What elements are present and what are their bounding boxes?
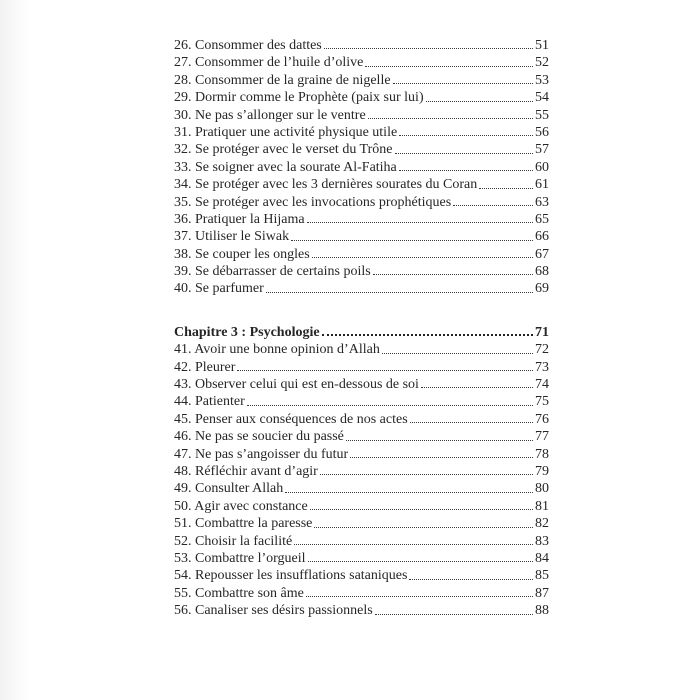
- toc-entry-page: 81: [535, 498, 549, 514]
- toc-entry-label: 43. Observer celui qui est en-dessous de soi: [174, 377, 419, 393]
- dot-leader: [291, 240, 533, 241]
- dot-leader: [399, 135, 533, 136]
- toc-entry-page: 79: [535, 463, 549, 479]
- toc-entry-page: 82: [535, 516, 549, 532]
- dot-leader: [266, 292, 533, 293]
- toc-entry-label: 32. Se protéger avec le verset du Trône: [174, 142, 393, 158]
- toc-entry-label: 30. Ne pas s’allonger sur le ventre: [174, 107, 366, 123]
- toc-entry-label: 46. Ne pas se soucier du passé: [174, 429, 344, 445]
- toc-entry-label: 55. Combattre son âme: [174, 585, 304, 601]
- toc-entry: [174, 89, 549, 106]
- toc-entry-page: 57: [535, 142, 549, 158]
- dot-leader: [409, 579, 533, 580]
- dot-leader: [399, 170, 533, 171]
- dot-leader: [237, 370, 533, 371]
- toc-entry: [174, 498, 549, 515]
- dot-leader: [307, 222, 533, 223]
- toc-entry: [174, 446, 549, 463]
- toc-entry-page: 75: [535, 394, 549, 410]
- toc-entry: [174, 280, 549, 297]
- toc-entry: [174, 72, 549, 89]
- dot-leader: [320, 474, 533, 475]
- section-spacer: [174, 298, 549, 324]
- toc-entry-label: 51. Combattre la paresse: [174, 516, 313, 532]
- dot-leader: [395, 153, 534, 154]
- toc-entry: [174, 194, 549, 211]
- dot-leader: [285, 492, 533, 493]
- dot-leader: [322, 334, 533, 336]
- toc-entry-label: 29. Dormir comme le Prophète (paix sur lui): [174, 90, 424, 106]
- toc-entry: [174, 411, 549, 428]
- toc-entry-page: 69: [535, 281, 549, 297]
- toc-entry: [174, 263, 549, 280]
- toc-entry-label: 49. Consulter Allah: [174, 481, 284, 497]
- toc-entry: [174, 228, 549, 245]
- toc-entry-page: 68: [535, 264, 549, 280]
- toc-entry-page: 65: [535, 211, 549, 227]
- dot-leader: [365, 66, 533, 67]
- toc-entry-page: 63: [535, 194, 549, 210]
- toc-entry-page: 72: [535, 342, 549, 358]
- toc-entry: [174, 141, 549, 158]
- toc-entry-label: 54. Repousser les insufflations sataniques: [174, 568, 408, 584]
- toc-entry: [174, 480, 549, 497]
- toc-entry: [174, 107, 549, 124]
- toc-entry-label: 34. Se protéger avec les 3 dernières sourates du Coran: [174, 177, 478, 193]
- dot-leader: [324, 48, 533, 49]
- toc-entry-label: 53. Combattre l’orgueil: [174, 550, 306, 566]
- toc-entry-page: 83: [535, 533, 549, 549]
- toc-entry-page: 56: [535, 124, 549, 140]
- toc-entry-page: 80: [535, 481, 549, 497]
- toc-entry-page: 73: [535, 359, 549, 375]
- toc-entry: [174, 341, 549, 358]
- toc-entry-page: 77: [535, 429, 549, 445]
- toc-entry-page: 67: [535, 246, 549, 262]
- toc-entry-label: 52. Choisir la facilité: [174, 533, 293, 549]
- toc-entry: [174, 428, 549, 445]
- dot-leader: [346, 440, 533, 441]
- toc-entry: [174, 359, 549, 376]
- toc-entry-label: 40. Se parfumer: [174, 281, 264, 297]
- toc-entry-page: 51: [535, 37, 549, 53]
- toc-entry-label: 36. Pratiquer la Hijama: [174, 211, 305, 227]
- toc-entry-page: 61: [535, 177, 549, 193]
- dot-leader: [382, 353, 533, 354]
- toc-entry-label: 35. Se protéger avec les invocations prophétiques: [174, 194, 452, 210]
- dot-leader: [393, 83, 533, 84]
- toc-entry-label: 41. Avoir une bonne opinion d’Allah: [174, 342, 380, 358]
- chapter-page: 71: [535, 324, 549, 340]
- dot-leader: [294, 544, 533, 545]
- dot-leader: [368, 118, 533, 119]
- toc-entry: [174, 376, 549, 393]
- toc-entry-page: 87: [535, 585, 549, 601]
- toc-entry-page: 53: [535, 72, 549, 88]
- toc-entry: [174, 246, 549, 263]
- toc-entry: [174, 550, 549, 567]
- toc-entry: [174, 176, 549, 193]
- toc-entry-label: 45. Penser aux conséquences de nos actes: [174, 411, 408, 427]
- toc-entry-label: 48. Réfléchir avant d’agir: [174, 463, 318, 479]
- toc-entry-page: 78: [535, 446, 549, 462]
- toc-entry-page: 60: [535, 159, 549, 175]
- toc-entry: [174, 211, 549, 228]
- toc-entry-page: 85: [535, 568, 549, 584]
- toc-entry: [174, 533, 549, 550]
- toc-entry: [174, 585, 549, 602]
- toc-entry: [174, 37, 549, 54]
- toc-section-a: [174, 37, 549, 298]
- toc-entry-page: 66: [535, 229, 549, 245]
- toc-entry: [174, 567, 549, 584]
- dot-leader: [421, 387, 533, 388]
- table-of-contents: [174, 37, 549, 620]
- page-fold-shadow: [0, 0, 30, 700]
- chapter-heading: [174, 324, 549, 341]
- dot-leader: [453, 205, 533, 206]
- toc-entry: [174, 54, 549, 71]
- toc-entry-page: 55: [535, 107, 549, 123]
- toc-entry-label: 47. Ne pas s’angoisser du futur: [174, 446, 349, 462]
- toc-entry: [174, 159, 549, 176]
- toc-entry-page: 84: [535, 550, 549, 566]
- dot-leader: [375, 614, 533, 615]
- toc-chapter-3: [174, 341, 549, 619]
- chapter-title: Chapitre 3 : Psychologie: [174, 324, 320, 340]
- dot-leader: [479, 188, 533, 189]
- dot-leader: [312, 257, 533, 258]
- toc-entry-label: 31. Pratiquer une activité physique utile: [174, 124, 398, 140]
- dot-leader: [308, 561, 533, 562]
- dot-leader: [306, 596, 533, 597]
- dot-leader: [373, 274, 533, 275]
- dot-leader: [310, 509, 533, 510]
- toc-entry-page: 52: [535, 55, 549, 71]
- dot-leader: [350, 457, 533, 458]
- toc-entry-page: 54: [535, 90, 549, 106]
- toc-entry-label: 56. Canaliser ses désirs passionnels: [174, 603, 373, 619]
- toc-entry-label: 28. Consommer de la graine de nigelle: [174, 72, 391, 88]
- toc-entry-label: 27. Consommer de l’huile d’olive: [174, 55, 364, 71]
- dot-leader: [410, 422, 533, 423]
- dot-leader: [247, 405, 533, 406]
- toc-entry: [174, 515, 549, 532]
- toc-entry-label: 50. Agir avec constance: [174, 498, 308, 514]
- toc-entry-page: 76: [535, 411, 549, 427]
- dot-leader: [314, 527, 533, 528]
- toc-entry: [174, 602, 549, 619]
- toc-entry: [174, 393, 549, 410]
- toc-entry-label: 44. Patienter: [174, 394, 245, 410]
- toc-entry-label: 37. Utiliser le Siwak: [174, 229, 290, 245]
- toc-entry-label: 38. Se couper les ongles: [174, 246, 310, 262]
- toc-entry: [174, 124, 549, 141]
- toc-entry-label: 33. Se soigner avec la sourate Al-Fatiha: [174, 159, 397, 175]
- toc-entry-label: 26. Consommer des dattes: [174, 37, 322, 53]
- toc-entry: [174, 463, 549, 480]
- toc-entry-page: 88: [535, 603, 549, 619]
- toc-entry-page: 74: [535, 377, 549, 393]
- toc-entry-label: 39. Se débarrasser de certains poils: [174, 264, 371, 280]
- dot-leader: [426, 101, 533, 102]
- toc-entry-label: 42. Pleurer: [174, 359, 236, 375]
